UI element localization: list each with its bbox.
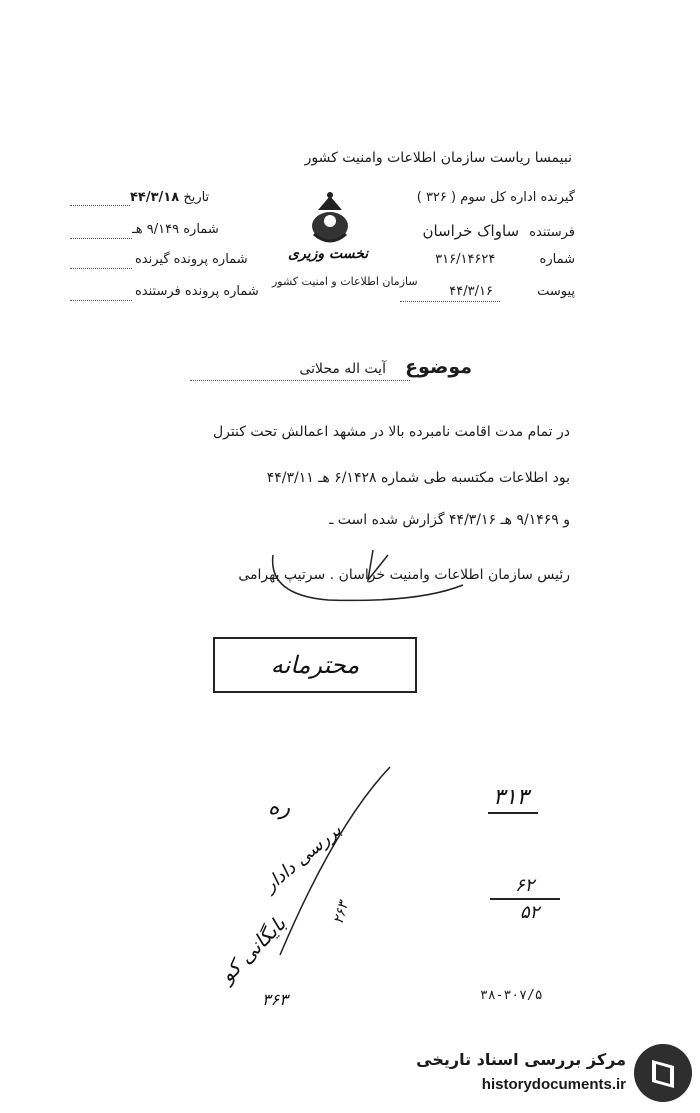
date-row [130,190,209,205]
date-dots [70,205,130,206]
confidential-stamp [213,637,417,693]
subject-row [299,356,472,378]
handwritten-line [385,765,391,915]
number-label: شماره [539,252,575,267]
footer-site-name: مرکز بررسی اسناد تاریخی [416,1050,626,1069]
sender-file-dots [70,300,132,301]
number-underline [488,812,538,814]
number-row [435,252,575,267]
archive-logo-icon [634,1044,692,1102]
attachment-row [449,284,575,299]
recipient-file-dots [70,268,132,269]
subject-label: موضوع [405,356,472,378]
subject-value: آیت اله محلاتی [299,361,386,377]
recipient-row [417,190,575,205]
sender-row [422,222,575,240]
signature-text: رئیس سازمان اطلاعات وامنیت خراسان . سرتیپ بهرامی [238,567,570,583]
attachment-value: ۴۴/۳/۱۶ [449,284,493,299]
left-number-label: شماره [183,222,219,237]
handwritten-note-top: ره [268,795,291,820]
number-value: ۳۱۶/۱۴۶۲۴ [435,252,496,267]
recipient-label: گیرنده اداره کل سوم [460,190,575,205]
body-line-1: در تمام مدت اقامت نامبرده بالا در مشهد اعمالش تحت کنترل [212,424,570,440]
recipient-value: ( ۳۲۶ ) [416,190,457,205]
emblem-line2: سازمان اطلاعات و امنیت کشور [272,275,418,288]
left-number-value: ۹/۱۴۹ هـ [132,222,180,237]
signature-scribble [268,545,468,605]
date-label: تاریخ [183,190,210,205]
document-code: ۳۸-۳۰۷/۵ [480,988,543,1003]
handwritten-small-number: ۳۶۳ [262,990,288,1009]
document-header-title: نبیمسا ریاست سازمان اطلاعات وامنیت کشور [304,150,572,166]
handwritten-note-main: بایگانی کو [215,911,291,987]
body-line-2: بود اطلاعات مکتسبه طی شماره ۶/۱۴۲۸ هـ ۴۴/۳/۱۱ [266,470,570,486]
fraction-bottom: ۵۲ [520,902,540,923]
subject-underline [190,380,410,381]
fraction-line [490,898,560,900]
handwritten-number-right: ۳۱۳ [493,785,529,810]
footer-url[interactable]: historydocuments.ir [481,1076,626,1093]
left-number-row [132,222,219,237]
handwritten-small-number-2: ۲۶۳ [330,900,352,926]
stamp-text: محترمانه [270,651,360,679]
sender-file-label: شماره پرونده فرستنده [135,284,259,299]
handwritten-note-second: بررسی دادار [260,819,346,897]
attachment-dots [400,301,500,302]
fraction-top: ۶۲ [515,875,535,896]
left-number-dots [70,238,132,239]
attachment-label: پیوست [537,284,575,299]
body-line-3: و ۹/۱۴۶۹ هـ ۴۴/۳/۱۶ گزارش شده است ـ [329,512,570,528]
emblem-line1: نخست وزیری [288,246,369,262]
sender-label: فرستنده [529,225,575,240]
recipient-file-label: شماره پرونده گیرنده [135,252,248,267]
footer-watermark [400,1040,700,1113]
sender-value: ساواک خراسان [422,222,520,240]
date-value: ۴۴/۳/۱۸ [130,190,180,205]
